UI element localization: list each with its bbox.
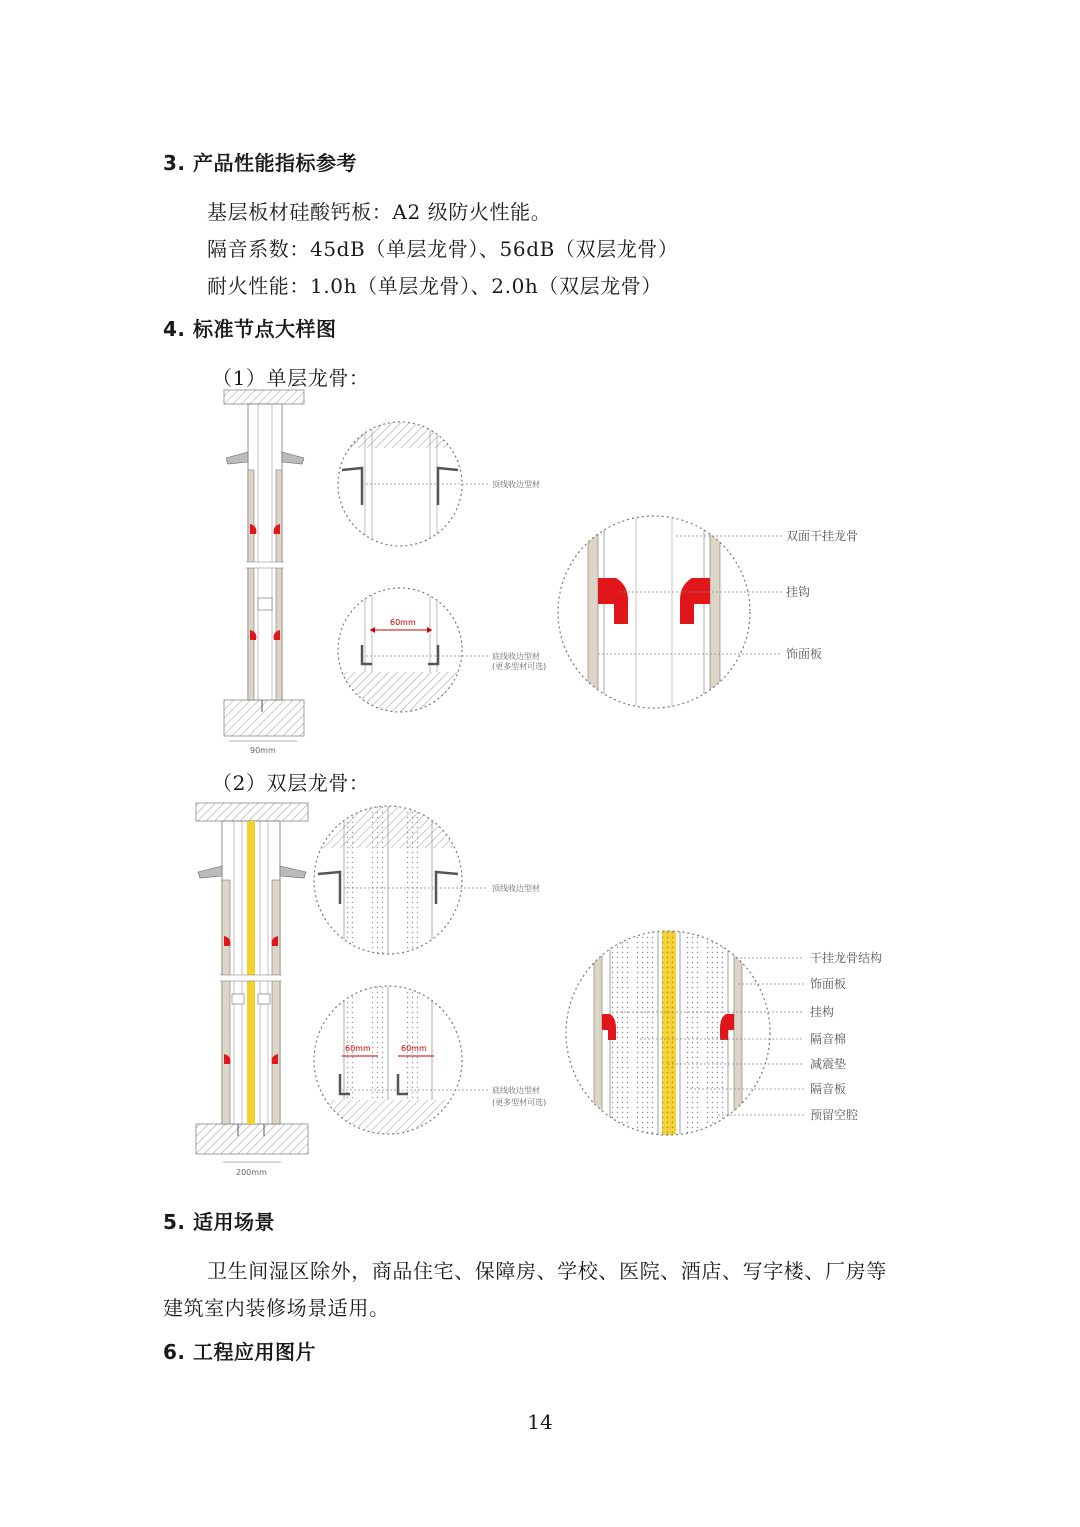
double-bottom-callout: 底线收边型材 — [492, 1086, 540, 1095]
single-keel-section — [224, 390, 304, 755]
double-width-label: 200mm — [236, 1168, 267, 1177]
page-number: 14 — [527, 1410, 553, 1434]
section-6-title: 6. 工程应用图片 — [163, 1340, 316, 1364]
double-spacing-label-1: 60mm — [345, 1044, 371, 1053]
legend-2-3: 隔音棉 — [810, 1032, 847, 1046]
legend-2-5: 隔音板 — [810, 1082, 847, 1096]
s3-line-2: 隔音系数：45dB（单层龙骨）、56dB（双层龙骨） — [207, 237, 679, 261]
double-top-detail — [314, 806, 540, 954]
section-5-title: 5. 适用场景 — [163, 1210, 275, 1234]
s3-line-3: 耐火性能：1.0h（单层龙骨）、2.0h（双层龙骨） — [207, 274, 662, 298]
s3-line-1: 基层板材硅酸钙板：A2 级防火性能。 — [207, 200, 552, 224]
legend-1-0: 双面干挂龙骨 — [786, 529, 859, 543]
subheading-double-keel: （2）双层龙骨： — [212, 771, 370, 795]
single-hook-detail — [558, 516, 858, 708]
single-bottom-detail — [336, 586, 546, 722]
single-spacing-label: 60mm — [390, 618, 416, 627]
legend-2-0: 干挂龙骨结构 — [810, 951, 883, 965]
double-bottom-detail — [314, 986, 546, 1140]
top-profile-callout: 顶线收边型材 — [492, 480, 540, 489]
legend-2-6: 预留空腔 — [810, 1108, 859, 1122]
legend-2-1: 饰面板 — [810, 977, 847, 991]
bottom-profile-callout-note: (更多型材可选) — [492, 662, 547, 671]
legend-2-2: 挂构 — [810, 1005, 835, 1019]
double-top-callout: 顶线收边型材 — [492, 884, 540, 893]
single-width-label: 90mm — [250, 746, 276, 755]
bottom-profile-callout: 底线收边型材 — [492, 652, 540, 661]
double-keel-section — [196, 803, 308, 1177]
s5-line-2: 建筑室内装修场景适用。 — [163, 1296, 390, 1320]
legend-1-1: 挂钩 — [786, 585, 811, 599]
legend-1-2: 饰面板 — [786, 647, 823, 661]
double-hook-detail — [566, 931, 882, 1135]
section-4-title: 4. 标准节点大样图 — [163, 317, 337, 341]
legend-2-4: 减震垫 — [810, 1057, 847, 1071]
section-3-title: 3. 产品性能指标参考 — [163, 151, 357, 175]
double-spacing-label-2: 60mm — [401, 1044, 427, 1053]
single-top-detail — [336, 420, 540, 550]
s5-line-1: 卫生间湿区除外，商品住宅、保障房、学校、医院、酒店、写字楼、厂房等 — [207, 1259, 887, 1283]
subheading-single-keel: （1）单层龙骨： — [212, 366, 370, 390]
double-bottom-callout-note: (更多型材可选) — [492, 1098, 547, 1107]
